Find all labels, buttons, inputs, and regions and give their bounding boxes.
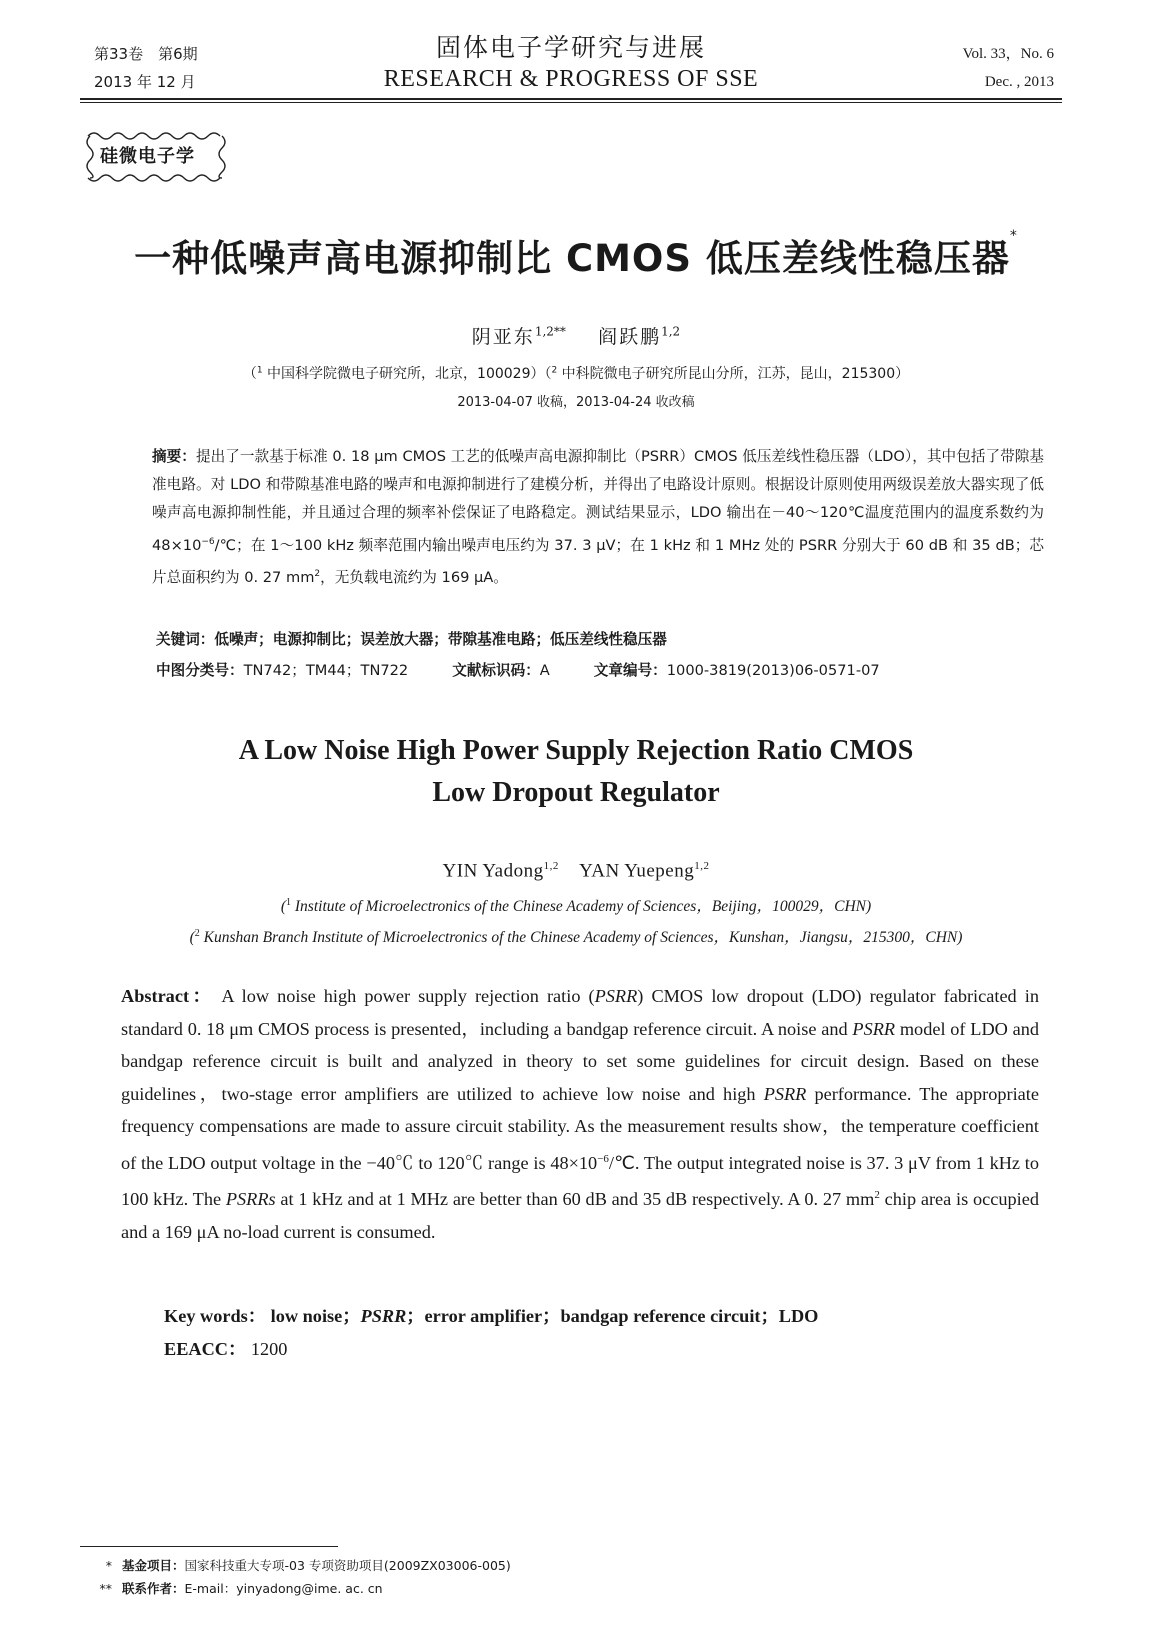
abstract-cn-sup-1: −6 <box>201 536 215 547</box>
journal-title-cn: 固体电子学研究与进展 <box>435 33 706 62</box>
doc-code-label: 文献标识码： <box>452 662 540 679</box>
affil-en-2-text: Kunshan Branch Institute of Microelectronics of the Chinese Academy of Sciences，Kunshan，Jiangsu，215300，CHN) <box>199 929 963 946</box>
abstract-en-text-3: model of LDO and bandgap reference circuit is built and analyzed in theory to set some guidelines for circuit design. Based on these guidelines，two-stage error amplifiers are utilized to achieve low noise and high <box>121 1018 1040 1104</box>
abstract-en-label: Abstract： <box>121 986 215 1006</box>
affil-en-2-open: ( <box>189 929 195 946</box>
abstract-cn <box>152 443 1044 592</box>
keywords-en-text-1: low noise； <box>266 1306 361 1326</box>
abstract-en-text-7: chip area is occupied and a 169 μA no-load current is consumed. <box>121 1189 1039 1242</box>
footnote-funding-label: 基金项目： <box>122 1558 185 1573</box>
header-volume-cn: 第33卷 第6期 <box>94 45 198 63</box>
footnote-funding <box>88 1556 511 1574</box>
paper-title-en-line2: Low Dropout Regulator <box>432 777 720 808</box>
affil-cn-open: （ <box>242 366 257 382</box>
keywords-en-label: Key words： <box>164 1306 267 1326</box>
footnote-funding-text: 国家科技重大专项-03 专项资助项目(2009ZX03006-005) <box>184 1558 511 1573</box>
affil-cn-sup-1: 1 <box>256 365 263 376</box>
affil-cn-sup-2: 2 <box>551 365 558 376</box>
paper-title-en <box>0 730 1152 814</box>
affil-en-1-sup: 1 <box>286 896 292 908</box>
authors-en <box>0 860 1152 882</box>
author-en-2: YAN Yuepeng <box>579 860 695 882</box>
abstract-cn-label: 摘要： <box>152 448 196 465</box>
article-no-value: 1000-3819(2013)06-0571-07 <box>666 662 880 679</box>
header-center <box>80 32 1062 94</box>
abstract-en-italic-3: PSRR <box>763 1083 807 1104</box>
abstract-en-italic-2: PSRR <box>852 1018 896 1039</box>
header-date-en: Dec. , 2013 <box>984 74 1054 90</box>
affiliation-en-2 <box>0 925 1152 947</box>
section-label: 硅微电子学 <box>100 146 195 167</box>
header-rule-thick <box>80 98 1062 100</box>
affil-cn-1: 中国科学院微电子研究所，北京，100029）（ <box>262 366 552 382</box>
eeacc-label: EEACC： <box>164 1339 247 1359</box>
running-header <box>80 30 1062 100</box>
doc-code-value: A <box>539 662 550 679</box>
author-en-2-sup: 1,2 <box>694 860 710 872</box>
affiliation-en-1 <box>0 894 1152 916</box>
author-cn-1-sup: 1,2** <box>534 324 566 339</box>
author-en-1-sup: 1,2 <box>543 860 559 872</box>
author-cn-1: 阴亚东 <box>471 326 535 348</box>
affil-en-1-open: ( <box>280 898 287 915</box>
header-volume-en: Vol. 33，No. 6 <box>962 46 1054 62</box>
abstract-en-italic-4: PSRRs <box>225 1189 276 1210</box>
header-date-cn: 2013 年 12 月 <box>94 73 196 91</box>
article-no-label: 文章编号： <box>593 662 667 679</box>
section-badge <box>82 128 232 186</box>
abstract-cn-text-3: ，无负载电流约为 169 μA。 <box>320 568 508 586</box>
paper-title-cn <box>0 228 1152 282</box>
author-cn-2: 阎跃鹏 <box>598 326 662 348</box>
abstract-en-sup-2: 2 <box>874 1189 880 1202</box>
authors-cn <box>0 322 1152 349</box>
footnote-contact-label: 联系作者： <box>122 1581 185 1596</box>
footnote-mark-2: ** <box>99 1581 112 1596</box>
header-right <box>963 40 1054 96</box>
abstract-en-text-1: A low noise high power supply rejection ratio ( <box>214 986 595 1006</box>
keywords-en <box>164 1302 818 1328</box>
classification-cn <box>156 659 880 680</box>
header-rule-thin <box>80 102 1062 103</box>
clc-value: TN742；TM44；TN722 <box>243 662 409 679</box>
affil-cn-2: 中科院微电子研究所昆山分所，江苏，昆山，215300） <box>557 366 910 382</box>
footnote-mark-1: * <box>105 1558 112 1573</box>
keywords-en-text-2: ；error amplifier；bandgap reference circuit；LDO <box>406 1306 819 1326</box>
footnote-contact-text: E-mail：yinyadong@ime. ac. cn <box>184 1581 383 1596</box>
paper-title-cn-text: 一种低噪声高电源抑制比 CMOS 低压差线性稳压器 <box>134 237 1010 280</box>
keywords-en-italic: PSRR <box>360 1306 407 1326</box>
affil-en-2-sup: 2 <box>194 927 200 939</box>
eeacc-value: 1200 <box>246 1339 288 1359</box>
paper-title-en-line1: A Low Noise High Power Supply Rejection Ratio CMOS <box>238 735 914 766</box>
abstract-cn-text-2: /℃；在 1～100 kHz 频率范围内输出噪声电压约为 37. 3 μV；在 1 kHz 和 1 MHz 处的 PSRR 分别大于 60 dB 和 35 dB；芯片总面积约为 0. 27 mm <box>152 536 1044 586</box>
keywords-cn-text: 低噪声；电源抑制比；误差放大器；带隙基准电路；低压差线性稳压器 <box>214 631 667 648</box>
abstract-en-text-2: ) CMOS low dropout (LDO) regulator fabricated in standard 0. 18 μm CMOS process is presented，including a bandgap reference circuit. A noise and <box>121 986 1039 1039</box>
abstract-en-text-5: /℃. The output integrated noise is 37. 3 μV from 1 kHz to 100 kHz. The <box>121 1152 1039 1210</box>
abstract-en-italic-1: PSRR <box>594 986 638 1006</box>
author-en-1: YIN Yadong <box>442 860 544 882</box>
abstract-en <box>121 980 1039 1248</box>
journal-title-en: RESEARCH & PROGRESS OF SSE <box>383 66 759 92</box>
abstract-en-sup-1: −6 <box>597 1152 609 1165</box>
clc-label: 中图分类号： <box>156 662 244 679</box>
keywords-cn-label: 关键词： <box>156 631 215 648</box>
eeacc-code <box>164 1335 287 1361</box>
author-cn-2-sup: 1,2 <box>661 324 681 339</box>
keywords-cn <box>156 628 667 649</box>
received-dates-cn: 2013-04-07 收稿，2013-04-24 收改稿 <box>457 395 695 410</box>
abstract-en-text-4: performance. The appropriate frequency compensations are made to assure circuit stability. As the measurement results show，the temperature coefficient of the LDO output voltage in the −40℃ to 120℃ range is 48×10 <box>121 1083 1039 1173</box>
footnote-rule <box>80 1546 338 1547</box>
abstract-cn-text-1: 提出了一款基于标准 0. 18 μm CMOS 工艺的低噪声高电源抑制比（PSRR）CMOS 低压差线性稳压器（LDO），其中包括了带隙基准电路。对 LDO 和带隙基准电路的噪声和电源抑制进行了建模分析，并得出了电路设计原则。根据设计原则使用两级误差放大器实现了低噪声高电源抑制性能，并且通过合理的频率补偿保证了电路稳定。测试结果显示，LDO 输出在－40～120℃温度范围内的温度系数约为 48×10 <box>152 448 1044 554</box>
abstract-en-text-6: at 1 kHz and at 1 MHz are better than 60 dB and 35 dB respectively. A 0. 27 mm <box>275 1189 875 1210</box>
abstract-cn-sup-2: 2 <box>314 568 321 579</box>
footnote-contact <box>88 1579 383 1597</box>
affiliations-cn <box>0 363 1152 383</box>
title-footnote-mark: * <box>1009 228 1018 244</box>
affil-en-1-text: Institute of Microelectronics of the Chinese Academy of Sciences，Beijing，100029，CHN) <box>291 898 872 915</box>
